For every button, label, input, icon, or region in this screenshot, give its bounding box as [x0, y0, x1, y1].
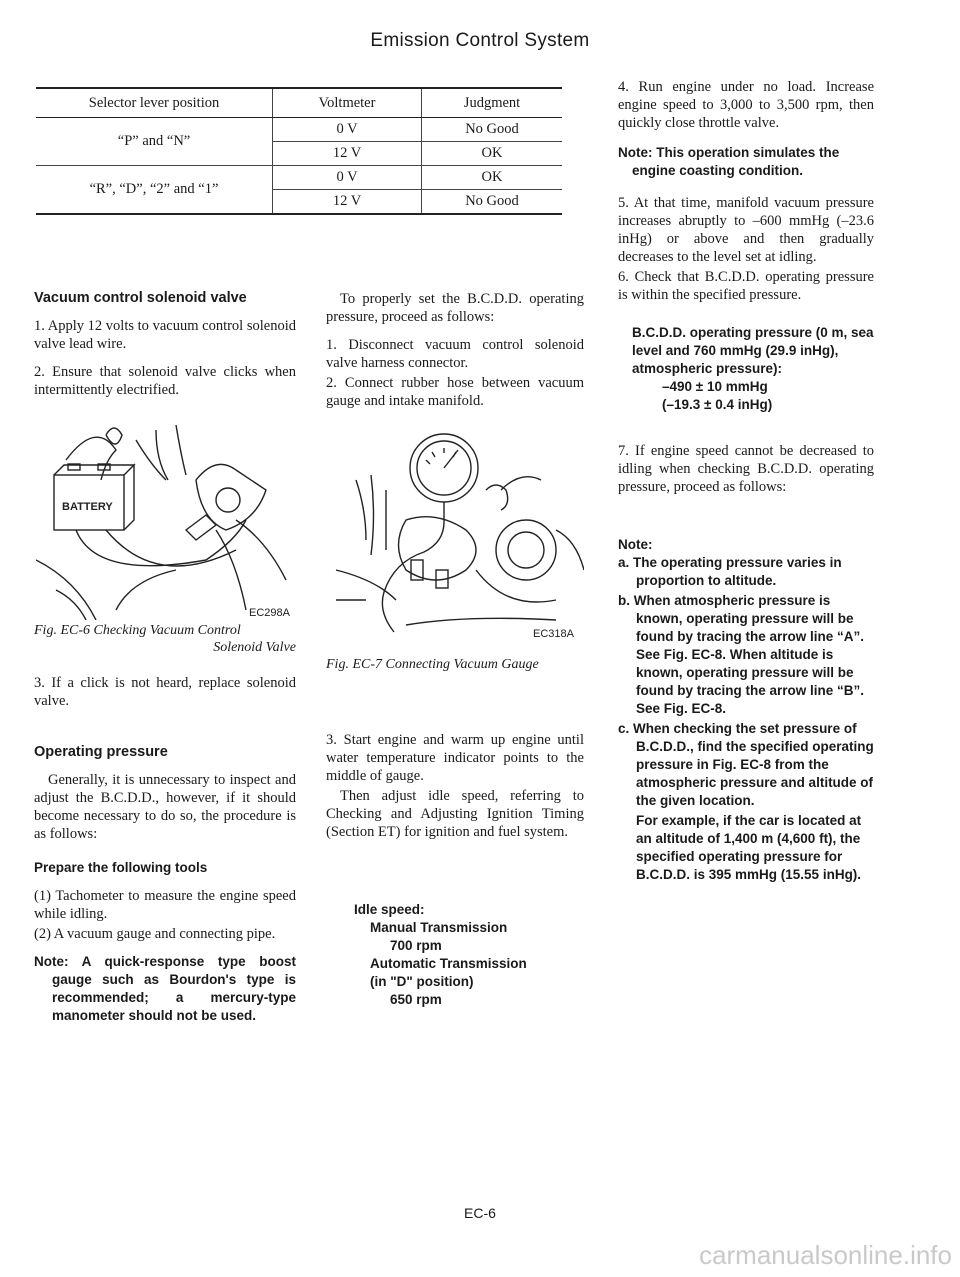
paragraph: 3. If a click is not heard, replace solenoid valve.: [34, 675, 296, 709]
list-item: c. When checking the set pressure of B.C.D.D., find the specified operating pressure in Fig. EC-8 from the atmospheric pressure and altitude of the given location.: [618, 721, 874, 808]
idle-auto-rpm: 650 rpm: [390, 992, 442, 1007]
note: [618, 144, 874, 180]
paragraph: 6. Check that B.C.D.D. operating pressure is within the specified pressure.: [618, 269, 874, 303]
subheading-tools: Prepare the following tools: [34, 860, 208, 875]
table-header-row: [36, 88, 562, 118]
table-header: Selector lever position: [36, 88, 273, 118]
list-item: b. When atmospheric pressure is known, operating pressure will be found by tracing the arrow line “A”. See Fig. EC-8. When altitude is known, operating pressure will be found by tracing the arrow line “B”. See Fig. EC-8.: [618, 593, 865, 716]
voltmeter-judgment-table: [36, 87, 562, 215]
table-cell: “R”, “D”, “2” and “1”: [36, 166, 273, 215]
figure-code: EC318A: [533, 628, 574, 640]
section-heading-solenoid: Vacuum control solenoid valve: [34, 290, 247, 306]
figure-code: EC298A: [249, 607, 290, 619]
idle-auto-position: (in "D" position): [370, 974, 474, 989]
table-cell: 12 V: [273, 142, 422, 166]
page-header: Emission Control System: [370, 30, 590, 51]
note: Note: A quick-response type boost gauge such as Bourdon's type is recommended; a mercury-type manometer should not be used.: [34, 954, 296, 1023]
paragraph: 4. Run engine under no load. Increase engine speed to 3,000 to 3,500 rpm, then quickly close throttle valve.: [618, 79, 874, 131]
table-cell: OK: [481, 145, 503, 161]
paragraph: 1. Disconnect vacuum control solenoid valve harness connector.: [326, 337, 584, 371]
battery-label: BATTERY: [62, 501, 113, 513]
page-number: EC-6: [464, 1205, 496, 1221]
note-text: This operation simulates the engine coasting condition.: [632, 145, 840, 178]
middle-column-bottom: [326, 656, 584, 1009]
paragraph: 3. Start engine and warm up engine until water temperature indicator points to the middle of gauge.: [326, 732, 584, 784]
table-cell: 0 V: [273, 118, 422, 142]
paragraph: 1. Apply 12 volts to vacuum control solenoid valve lead wire.: [34, 318, 296, 352]
paragraph: 7. If engine speed cannot be decreased to idling when checking B.C.D.D. operating pressure, proceed as follows:: [618, 443, 874, 495]
table-cell: No Good: [465, 193, 519, 209]
spec-heading: B.C.D.D. operating pressure (0 m, sea level and 760 mmHg (29.9 inHg), atmospheric pressure):: [632, 325, 874, 376]
idle-auto-label: Automatic Transmission: [370, 956, 527, 971]
list-item: a. The operating pressure varies in proportion to altitude.: [618, 555, 842, 588]
list-item: For example, if the car is located at an altitude of 1,400 m (4,600 ft), the specified operating pressure for B.C.D.D. is 395 mmHg (15.55 inHg).: [636, 813, 862, 882]
right-column: [618, 78, 874, 886]
table-header: Voltmeter: [273, 88, 422, 118]
table-cell: 0 V: [273, 166, 422, 190]
paragraph: (2) A vacuum gauge and connecting pipe.: [34, 926, 276, 942]
spec-inhg: (–19.3 ± 0.4 inHg): [662, 397, 773, 412]
figure-caption: Solenoid Valve: [213, 640, 296, 655]
figure-caption: Fig. EC-7 Connecting Vacuum Gauge: [326, 657, 539, 672]
figure-caption: Fig. EC-6 Checking Vacuum Control: [34, 623, 241, 638]
note-list: [618, 554, 874, 884]
note-label: Note:: [618, 537, 653, 552]
idle-speed-spec: [326, 901, 584, 1009]
left-column-bottom: [34, 622, 296, 1035]
notes-block: [618, 536, 874, 884]
idle-heading: Idle speed:: [354, 902, 425, 917]
watermark: carmanualsonline.info: [699, 1240, 952, 1270]
left-column-top: [34, 290, 296, 409]
bcdd-pressure-spec: [618, 324, 874, 414]
table-cell: No Good: [422, 118, 563, 142]
table-cell: OK: [422, 166, 563, 190]
table-row: [36, 118, 562, 142]
table-cell: “P” and “N”: [36, 118, 273, 166]
table-row: [36, 166, 562, 190]
idle-manual-rpm: 700 rpm: [390, 938, 442, 953]
paragraph: Generally, it is unnecessary to inspect and adjust the B.C.D.D., however, if it should become necessary to do so, the procedure is as follows:: [34, 772, 296, 842]
figure-ec7-vacuum-gauge: [326, 420, 584, 640]
paragraph: Then adjust idle speed, referring to Checking and Adjusting Ignition Timing (Section ET) for ignition and fuel system.: [326, 788, 584, 840]
paragraph: (1) Tachometer to measure the engine speed while idling.: [34, 888, 296, 922]
paragraph: 2. Ensure that solenoid valve clicks when intermittently electrified.: [34, 364, 296, 398]
middle-column-top: [326, 290, 584, 420]
table-cell: 12 V: [273, 190, 422, 215]
note-label: Note:: [618, 145, 653, 160]
table-header: Judgment: [422, 88, 563, 118]
figure-ec6-solenoid-check: [36, 420, 292, 620]
paragraph: To properly set the B.C.D.D. operating pressure, proceed as follows:: [326, 291, 584, 325]
spec-mmhg: –490 ± 10 mmHg: [662, 379, 768, 394]
idle-manual-label: Manual Transmission: [370, 920, 508, 935]
section-heading-operating: Operating pressure: [34, 744, 168, 760]
paragraph: 5. At that time, manifold vacuum pressure increases abruptly to –600 mmHg (–23.6 inHg) or above and then gradually decreases to the level set at idling.: [618, 195, 874, 265]
paragraph: 2. Connect rubber hose between vacuum gauge and intake manifold.: [326, 375, 584, 409]
